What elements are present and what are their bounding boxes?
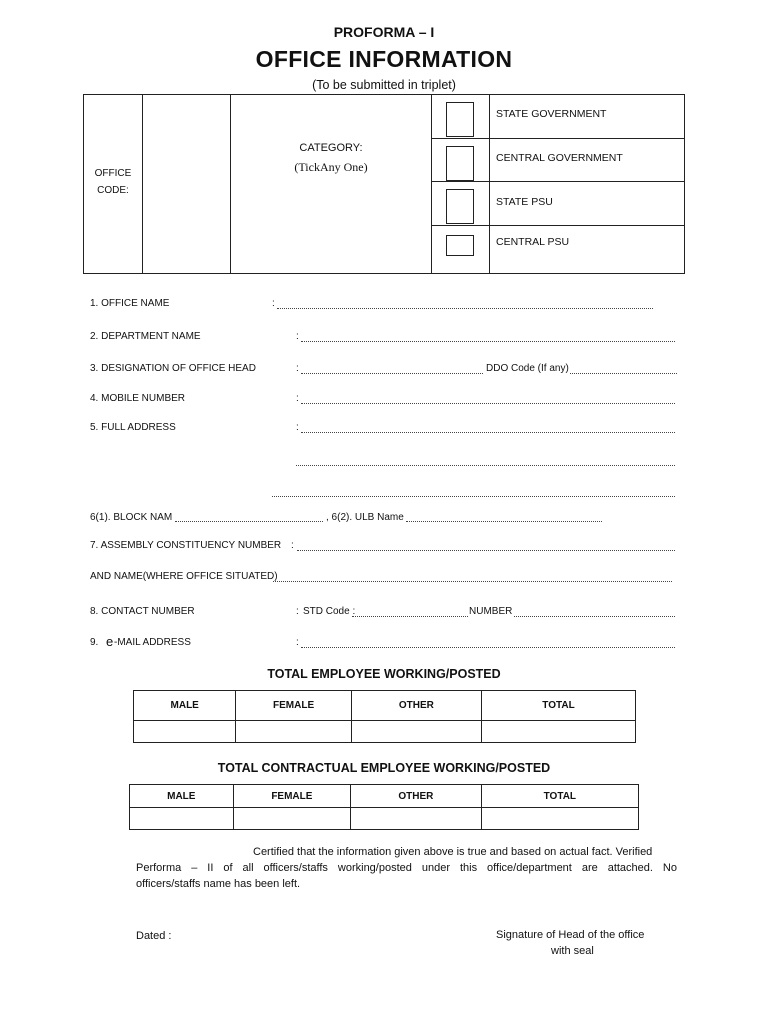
divider: [431, 181, 685, 182]
number-field[interactable]: [514, 616, 675, 617]
certification-text: [136, 844, 677, 892]
number-label: NUMBER: [469, 606, 513, 617]
block-name-field[interactable]: [175, 521, 323, 522]
colon: :: [296, 393, 299, 404]
header-male: MALE: [134, 691, 236, 721]
colon: :: [296, 331, 299, 342]
ulb-name-field[interactable]: [406, 521, 602, 522]
office-name-field[interactable]: [277, 308, 653, 309]
female-count-cell[interactable]: [233, 808, 351, 830]
office-code-label: CODE:: [97, 185, 129, 196]
office-code-label: OFFICE: [94, 168, 132, 179]
colon: :: [296, 422, 299, 433]
male-count-cell[interactable]: [130, 808, 234, 830]
divider: [431, 225, 685, 226]
header-total: TOTAL: [481, 785, 638, 808]
option-central-government: CENTRAL GOVERNMENT: [496, 152, 623, 164]
office-name-label: 1. OFFICE NAME: [90, 298, 170, 309]
office-situated-label: AND NAME(WHERE OFFICE SITUATED): [90, 571, 278, 582]
email-e-letter: e: [106, 634, 114, 649]
option-state-government: STATE GOVERNMENT: [496, 108, 607, 120]
colon: :: [272, 298, 275, 309]
divider: [489, 94, 490, 274]
central-government-checkbox[interactable]: [446, 146, 474, 181]
contractual-table: [129, 784, 639, 830]
mobile-number-label: 4. MOBILE NUMBER: [90, 393, 186, 404]
total-count-cell[interactable]: [481, 808, 638, 830]
dated-label: Dated :: [136, 930, 172, 942]
colon: :: [296, 363, 299, 374]
divider: [431, 94, 432, 274]
office-code-field[interactable]: [143, 95, 229, 273]
seal-label: with seal: [551, 945, 594, 957]
other-count-cell[interactable]: [351, 721, 481, 743]
divider: [230, 94, 231, 274]
header-male: MALE: [130, 785, 234, 808]
ddo-code-field[interactable]: [570, 373, 677, 374]
email-address-field[interactable]: [301, 647, 675, 648]
employee-table-title: TOTAL EMPLOYEE WORKING/POSTED: [267, 667, 501, 681]
certification-line: officers/staffs name has been left.: [136, 878, 301, 890]
colon: :: [296, 637, 299, 648]
ulb-name-label: , 6(2). ULB Name: [326, 512, 404, 523]
office-situated-field[interactable]: [273, 581, 672, 582]
std-code-label: STD Code :: [303, 606, 356, 617]
certification-line: Certified that the information given above is true and based on actual fact. Verified: [253, 846, 653, 858]
employee-table: [133, 690, 636, 743]
ddo-code-label: DDO Code (If any): [486, 363, 569, 374]
header-total: TOTAL: [481, 691, 635, 721]
std-code-field[interactable]: [352, 616, 468, 617]
email-number: 9.: [90, 637, 99, 648]
department-name-label: 2. DEPARTMENT NAME: [90, 331, 201, 342]
other-count-cell[interactable]: [351, 808, 481, 830]
full-address-label: 5. FULL ADDRESS: [90, 422, 176, 433]
block-name-label: 6(1). BLOCK NAM: [90, 512, 173, 523]
full-address-field[interactable]: [296, 465, 675, 466]
colon: :: [296, 606, 299, 617]
email-address-label: -MAIL ADDRESS: [114, 637, 191, 648]
full-address-field[interactable]: [272, 496, 675, 497]
central-psu-checkbox[interactable]: [446, 235, 474, 256]
contractual-table-title: TOTAL CONTRACTUAL EMPLOYEE WORKING/POSTED: [217, 761, 551, 775]
option-central-psu: CENTRAL PSU: [496, 236, 570, 248]
total-count-cell[interactable]: [481, 721, 635, 743]
designation-label: 3. DESIGNATION OF OFFICE HEAD: [90, 363, 256, 374]
contact-number-label: 8. CONTACT NUMBER: [90, 606, 195, 617]
designation-field[interactable]: [301, 373, 483, 374]
mobile-number-field[interactable]: [301, 403, 675, 404]
assembly-constituency-label: 7. ASSEMBLY CONSTITUENCY NUMBER: [90, 540, 282, 551]
department-name-field[interactable]: [301, 341, 675, 342]
colon: :: [291, 540, 294, 551]
divider: [431, 138, 685, 139]
female-count-cell[interactable]: [236, 721, 351, 743]
header-other: OTHER: [351, 785, 481, 808]
category-hint: (TickAny One): [294, 160, 368, 174]
proforma-label: PROFORMA – I: [333, 24, 435, 40]
option-state-psu: STATE PSU: [496, 196, 553, 208]
signature-label: Signature of Head of the office: [496, 929, 645, 941]
state-psu-checkbox[interactable]: [446, 189, 474, 224]
category-label: CATEGORY:: [299, 142, 363, 154]
header-other: OTHER: [351, 691, 481, 721]
header-female: FEMALE: [233, 785, 351, 808]
page-title: OFFICE INFORMATION: [255, 46, 513, 72]
full-address-field[interactable]: [301, 432, 675, 433]
page-subtitle: (To be submitted in triplet): [312, 78, 456, 92]
assembly-constituency-field[interactable]: [297, 550, 675, 551]
header-female: FEMALE: [236, 691, 351, 721]
certification-line: Performa – II of all officers/staffs working/posted under this office/department are attached. No: [136, 862, 677, 874]
state-government-checkbox[interactable]: [446, 102, 474, 137]
male-count-cell[interactable]: [134, 721, 236, 743]
